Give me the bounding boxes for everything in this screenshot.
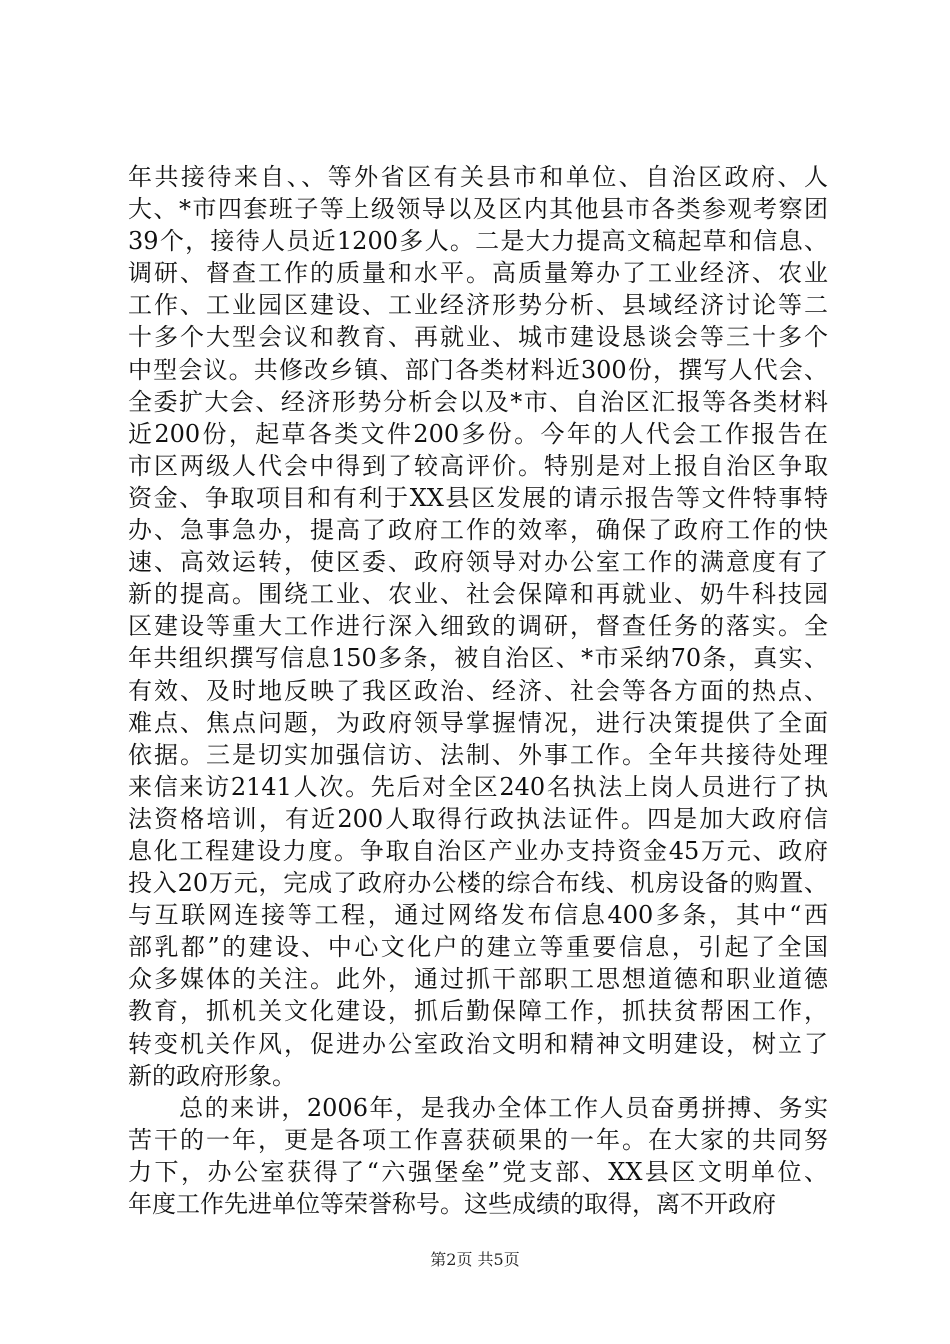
text-line: 教育，抓机关文化建设，抓后勤保障工作，抓扶贫帮困工作， [128,997,828,1026]
text-line: 投入20万元，完成了政府办公楼的综合布线、机房设备的购置、 [128,869,828,898]
text-line: 众多媒体的关注。此外，通过抓干部职工思想道德和职业道德 [128,965,828,994]
text-line: 来信来访2141人次。先后对全区240名执法上岗人员进行了执 [128,772,828,801]
text-line: 难点、焦点问题，为政府领导掌握情况，进行决策提供了全面 [128,708,828,737]
text-line: 总的来讲，2006年，是我办全体工作人员奋勇拼搏、务实 [128,1093,828,1122]
body-text [128,161,828,1220]
text-line: 苦干的一年，更是各项工作喜获硕果的一年。在大家的共同努 [128,1125,828,1154]
text-line: 十多个大型会议和教育、再就业、城市建设恳谈会等三十多个 [128,323,828,352]
text-line: 与互联网连接等工程，通过网络发布信息400多条，其中“西 [128,901,828,930]
text-line: 依据。三是切实加强信访、法制、外事工作。全年共接待处理 [128,740,828,769]
text-line: 近200份，起草各类文件200多份。今年的人代会工作报告在 [128,419,828,448]
text-line: 息化工程建设力度。争取自治区产业办支持资金45万元、政府 [128,836,828,865]
text-line: 年度工作先进单位等荣誉称号。这些成绩的取得，离不开政府 [128,1190,776,1218]
text-line: 调研、督查工作的质量和水平。高质量筹办了工业经济、农业 [128,259,828,288]
text-line: 全委扩大会、经济形势分析会以及*市、自治区汇报等各类材料 [128,387,828,416]
text-line: 资金、争取项目和有利于XX县区发展的请示报告等文件特事特 [128,483,828,512]
text-line: 速、高效运转，使区委、政府领导对办公室工作的满意度有了 [128,548,828,577]
text-line: 区建设等重大工作进行深入细致的调研，督查任务的落实。全 [128,612,828,641]
text-line: 部乳都”的建设、中心文化户的建立等重要信息，引起了全国 [128,933,828,962]
text-line: 力下，办公室获得了“六强堡垒”党支部、XX县区文明单位、 [128,1157,828,1186]
text-line: 有效、及时地反映了我区政治、经济、社会等各方面的热点、 [128,676,828,705]
text-line: 法资格培训，有近200人取得行政执法证件。四是加大政府信 [128,804,828,833]
text-line: 新的提高。围绕工业、农业、社会保障和再就业、奶牛科技园 [128,580,828,609]
page-footer: 第2页 共5页 [430,1250,520,1269]
text-line: 中型会议。共修改乡镇、部门各类材料近300份，撰写人代会、 [128,355,828,384]
text-line: 办、急事急办，提高了政府工作的效率，确保了政府工作的快 [128,516,828,545]
text-line: 工作、工业园区建设、工业经济形势分析、县域经济讨论等二 [128,291,828,320]
text-line: 转变机关作风，促进办公室政治文明和精神文明建设，树立了 [128,1029,828,1058]
text-line: 39个，接待人员近1200多人。二是大力提高文稿起草和信息、 [128,227,828,256]
text-line: 新的政府形象。 [128,1061,296,1090]
text-line: 年共组织撰写信息150多条，被自治区、*市采纳70条，真实、 [128,644,828,673]
text-line: 市区两级人代会中得到了较高评价。特别是对上报自治区争取 [128,451,828,480]
text-line: 年共接待来自、、等外省区有关县市和单位、自治区政府、人 [128,163,828,191]
text-line: 大、*市四套班子等上级领导以及区内其他县市各类参观考察团 [128,195,828,224]
